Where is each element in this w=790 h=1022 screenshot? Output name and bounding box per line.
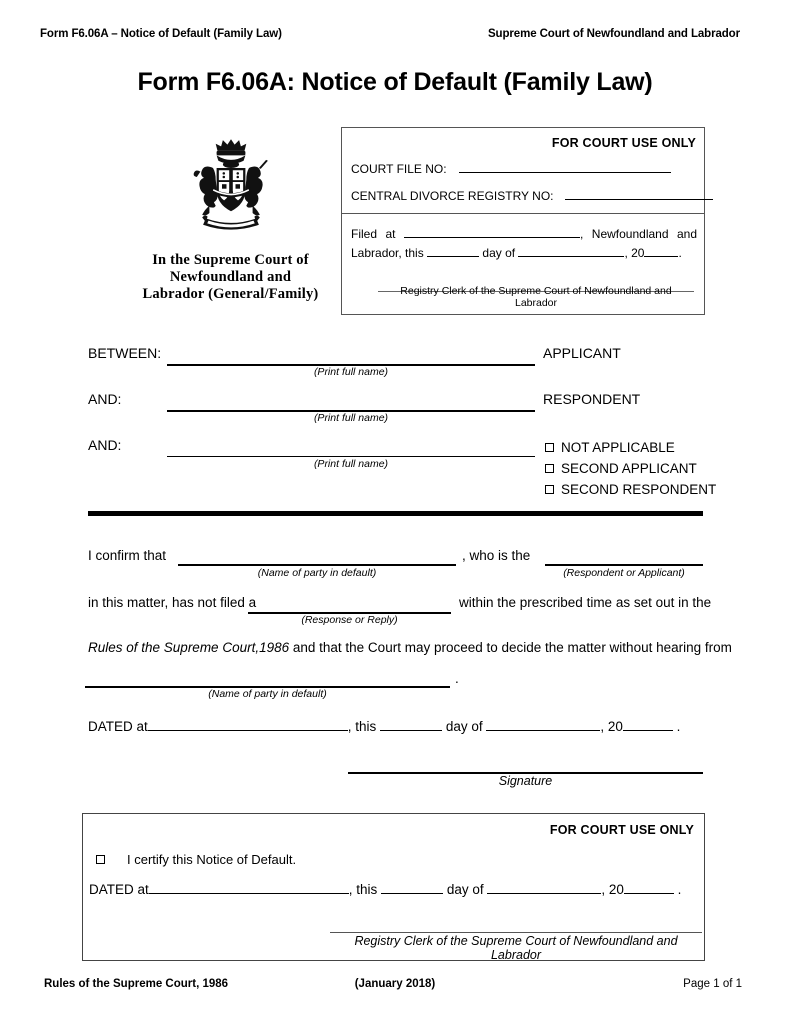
dated-day-input[interactable] (380, 718, 442, 731)
filed-at-place-input[interactable] (404, 225, 580, 238)
checkbox-not-applicable-icon[interactable] (545, 443, 554, 452)
court-dated-place-input[interactable] (149, 881, 349, 894)
filed-at-month-input[interactable] (518, 244, 624, 257)
signature-caption: Signature (498, 774, 553, 788)
court-dated-year-prefix: , 20 (601, 882, 624, 897)
filed-at-mid: , Newfoundland and Labrador, this (351, 227, 698, 260)
checkbox-certify-icon[interactable] (96, 855, 105, 864)
respondent-name-hint: (Print full name) (313, 412, 389, 424)
court-file-no-input[interactable] (459, 161, 671, 173)
checkbox-row-not-applicable[interactable] (545, 437, 716, 458)
crest-caption-line2: Newfoundland and (169, 269, 292, 285)
party-in-default-input-1[interactable] (178, 564, 456, 566)
checkbox-second-applicant-icon[interactable] (545, 464, 554, 473)
footer-left: Rules of the Supreme Court, 1986 (44, 978, 229, 990)
third-party-role-checkboxes (545, 437, 716, 500)
running-header-right: Supreme Court of Newfoundland and Labrador (487, 28, 740, 40)
crest-caption-line1: In the Supreme Court of (152, 252, 309, 268)
section-divider (88, 511, 703, 516)
footer-page-number: Page 1 of 1 (683, 978, 742, 990)
respondent-or-applicant-input[interactable] (545, 564, 703, 566)
dated-end: . (676, 719, 681, 734)
running-header (40, 28, 750, 44)
court-box-divider (342, 213, 704, 214)
court-dated-day-input[interactable] (381, 881, 443, 894)
third-party-name-hint: (Print full name) (313, 458, 389, 470)
court-use-box-bottom (82, 813, 705, 961)
dated-year-input[interactable] (623, 718, 673, 731)
party-in-default-hint-2: (Name of party in default) (208, 688, 327, 700)
checkbox-row-second-applicant[interactable] (545, 458, 716, 479)
court-use-heading-bottom: FOR COURT USE ONLY (549, 823, 694, 837)
clerk-caption-top: Registry Clerk of the Supreme Court of Newfoundland and Labrador (400, 285, 672, 309)
court-dated-month-input[interactable] (487, 881, 601, 894)
party-row (0, 340, 790, 386)
applicant-name-hint: (Print full name) (313, 366, 389, 378)
checkbox-label-second-respondent: SECOND RESPONDENT (561, 482, 717, 497)
crest-caption-line3: Labrador (General/Family) (142, 286, 319, 302)
filed-at-paragraph (351, 225, 697, 263)
party-role-respondent: RESPONDENT (543, 391, 641, 407)
clerk-signature-line-bottom[interactable] (330, 932, 702, 933)
rules-reference-line (88, 640, 732, 655)
checkbox-row-second-respondent[interactable] (545, 479, 716, 500)
response-or-reply-hint: (Response or Reply) (301, 614, 398, 626)
crest-caption (128, 252, 333, 303)
certify-label: I certify this Notice of Default. (127, 852, 297, 867)
has-not-filed-text: in this matter, has not filed a (88, 595, 257, 610)
filed-at-day-of-label: day of (482, 246, 516, 260)
royal-coat-of-arms-icon (177, 132, 285, 240)
party-role-applicant: APPLICANT (543, 345, 621, 361)
within-prescribed-time-text: within the prescribed time as set out in the (459, 595, 712, 610)
party-in-default-hint-1: (Name of party in default) (257, 567, 377, 579)
checkbox-second-respondent-icon[interactable] (545, 485, 554, 494)
court-dated-this-label: , this (348, 882, 378, 897)
footer-center: (January 2018) (354, 978, 436, 990)
filed-at-year-prefix: , 20 (624, 246, 645, 260)
filed-at-end: . (678, 246, 682, 260)
page-title: Form F6.06A: Notice of Default (Family Law) (137, 68, 653, 96)
statement-period: . (455, 671, 459, 686)
party-label-between: BETWEEN: (88, 345, 162, 361)
running-header-left: Form F6.06A – Notice of Default (Family Law) (40, 28, 282, 40)
rules-rest-text: and that the Court may proceed to decide the matter without hearing from (289, 640, 732, 655)
court-file-no-label: COURT FILE NO: (351, 162, 447, 176)
dated-day-of-label: day of (445, 719, 483, 734)
party-row (0, 386, 790, 432)
clerk-caption-bottom: Registry Clerk of the Supreme Court of Newfoundland and Labrador (354, 934, 678, 962)
dated-line-main (88, 718, 680, 734)
confirm-prefix-text: I confirm that (88, 548, 167, 563)
filed-at-day-input[interactable] (427, 244, 479, 257)
court-crest-block (128, 132, 333, 303)
court-file-no-row (351, 161, 671, 176)
dated-place-input[interactable] (148, 718, 348, 731)
page-footer (40, 978, 750, 994)
court-dated-day-of-label: day of (446, 882, 484, 897)
respondent-or-applicant-hint: (Respondent or Applicant) (563, 567, 685, 579)
central-divorce-registry-label: CENTRAL DIVORCE REGISTRY NO: (351, 189, 554, 203)
court-use-box-top (341, 127, 705, 315)
central-divorce-registry-row (351, 188, 713, 203)
court-use-heading-top: FOR COURT USE ONLY (551, 136, 696, 150)
party-label-and-2: AND: (88, 437, 122, 453)
certify-row[interactable] (96, 852, 296, 867)
rules-italic-text: Rules of the Supreme Court,1986 (88, 640, 290, 655)
dated-line-court (89, 881, 681, 897)
checkbox-label-not-applicable: NOT APPLICABLE (561, 440, 675, 455)
court-dated-year-input[interactable] (624, 881, 674, 894)
checkbox-label-second-applicant: SECOND APPLICANT (561, 461, 697, 476)
dated-year-prefix: , 20 (600, 719, 623, 734)
court-dated-at-label: DATED at (89, 882, 149, 897)
dated-month-input[interactable] (486, 718, 600, 731)
who-is-the-text: , who is the (462, 548, 531, 563)
court-dated-end: . (677, 882, 682, 897)
third-party-name-input[interactable] (167, 456, 535, 457)
filed-at-prefix: Filed at (351, 227, 396, 241)
dated-this-label: , this (347, 719, 377, 734)
party-label-and-1: AND: (88, 391, 122, 407)
central-divorce-registry-input[interactable] (565, 188, 713, 200)
filed-at-year-input[interactable] (644, 244, 678, 257)
dated-at-label: DATED at (88, 719, 148, 734)
